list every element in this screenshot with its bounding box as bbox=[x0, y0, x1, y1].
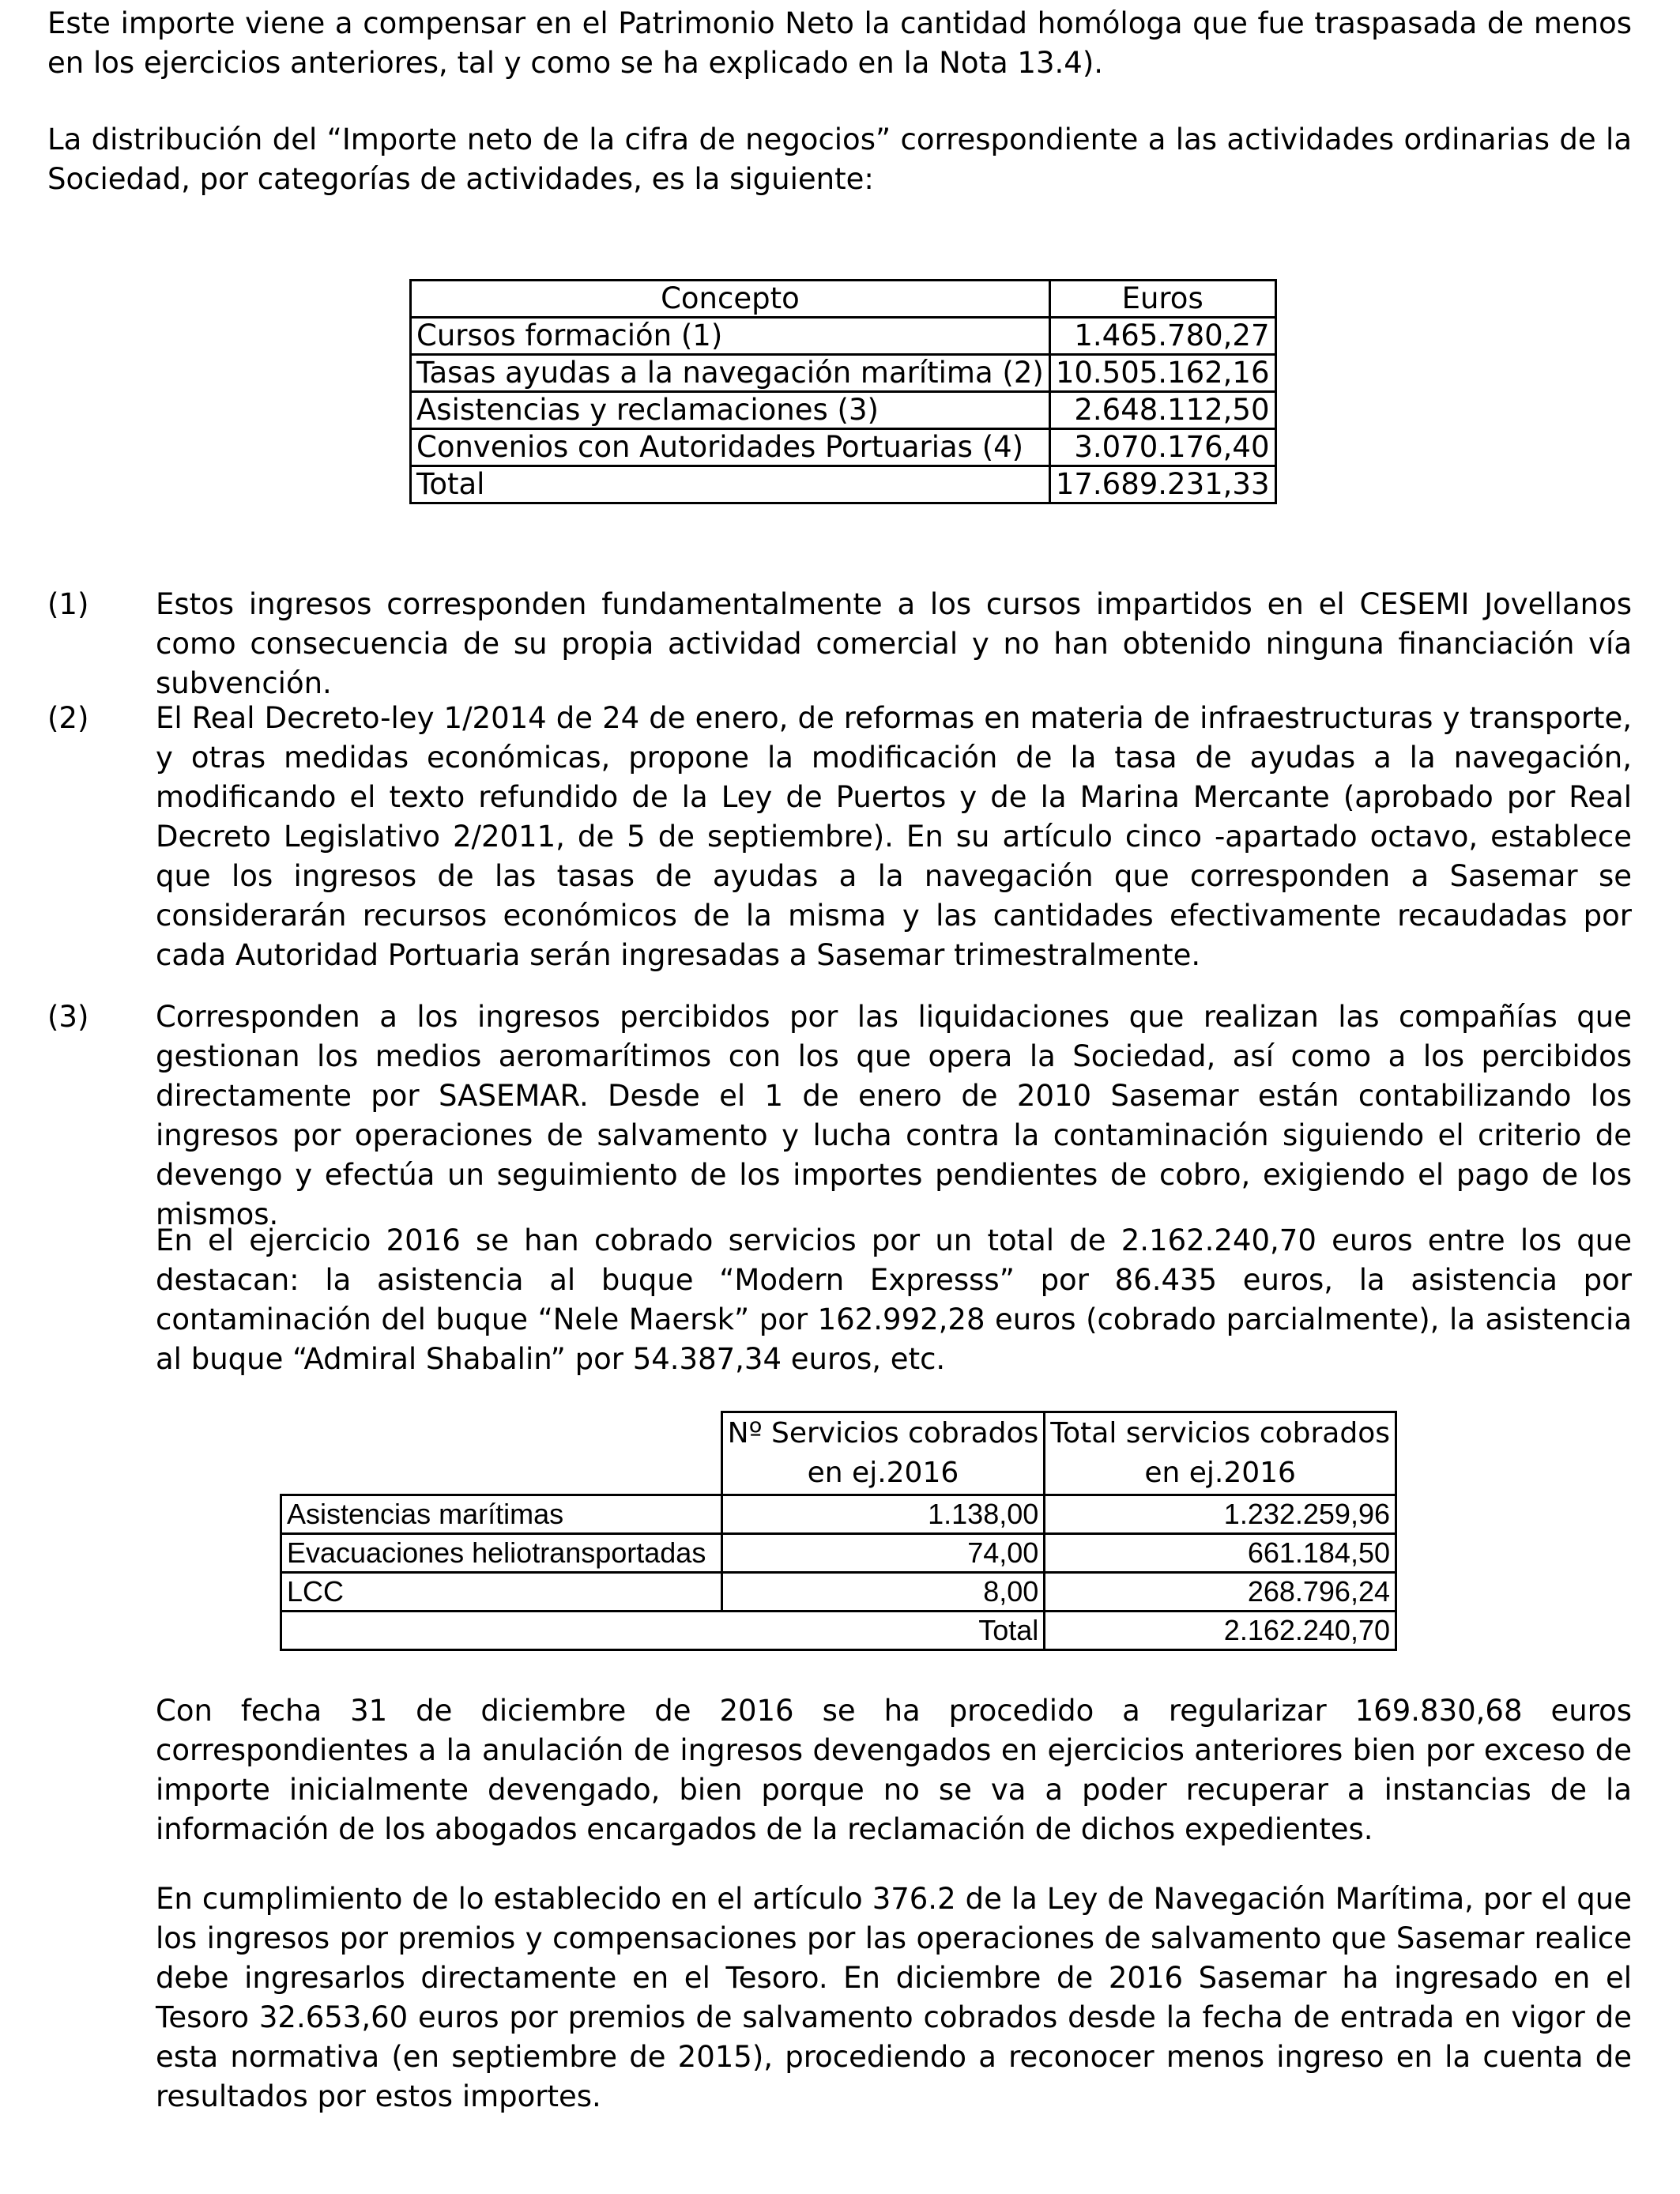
row-euros: 10.505.162,16 bbox=[1049, 355, 1275, 392]
header-total-services bbox=[1045, 1412, 1396, 1495]
row-label: Evacuaciones heliotransportadas bbox=[281, 1534, 722, 1573]
table-row bbox=[411, 355, 1276, 392]
row-concept: Convenios con Autoridades Portuarias (4) bbox=[411, 429, 1050, 466]
header-num-services bbox=[721, 1412, 1045, 1495]
header-num-services-line-1: Nº Servicios cobrados bbox=[727, 1417, 1039, 1449]
row-euros: 1.465.780,27 bbox=[1049, 318, 1275, 355]
note-3-paragraph-2: En el ejercicio 2016 se han cobrado servicios por un total de 2.162.240,70 euros entre los que destacan: la asistencia al buque “Modern Expresss” por 86.435 euros, la asistencia por contaminación del buque “Nele Maersk” por 162.992,28 euros (cobrado parcialmente), la asistencia al buque “Admiral Shabalin” por 54.387,34 euros, etc. bbox=[156, 1223, 1632, 1376]
table-total-row bbox=[411, 466, 1276, 503]
note-text-1: Estos ingresos corresponden fundamentalmente a los cursos impartidos en el CESEMI Jovellanos como consecuencia de su propia actividad comercial y no han obtenido ninguna financiación vía subvención. bbox=[156, 587, 1632, 700]
table-row bbox=[411, 429, 1276, 466]
total-value: 2.162.240,70 bbox=[1045, 1612, 1396, 1650]
row-total-services: 1.232.259,96 bbox=[1045, 1495, 1396, 1534]
row-num-services: 1.138,00 bbox=[721, 1495, 1045, 1534]
header-num-services-line-2: en ej.2016 bbox=[807, 1457, 959, 1489]
row-euros: 2.648.112,50 bbox=[1049, 392, 1275, 429]
note-number-2: (2) bbox=[47, 701, 89, 735]
table-row bbox=[281, 1495, 1396, 1534]
table-total-row bbox=[281, 1612, 1396, 1650]
table-row bbox=[411, 392, 1276, 429]
note-text-3: Corresponden a los ingresos percibidos por las liquidaciones que realizan las compañías que gestionan los medios aeromarítimos con los que opera la Sociedad, así como a los percibidos directamente por SASEMAR. Desde el 1 de enero de 2010 Sasemar están contabilizando los ingresos por operaciones de salvamento y lucha contra la contaminación siguiendo el criterio de devengo y efectúa un seguimiento de los importes pendientes de cobro, exigiendo el pago de los mismos. bbox=[156, 1000, 1632, 1231]
total-label: Total bbox=[281, 1612, 1045, 1650]
row-concept: Tasas ayudas a la navegación marítima (2) bbox=[411, 355, 1050, 392]
row-num-services: 74,00 bbox=[721, 1534, 1045, 1573]
header-concepto: Concepto bbox=[411, 281, 1050, 318]
paragraph-salvage-awards: En cumplimiento de lo establecido en el artículo 376.2 de la Ley de Navegación Marítima, por el que los ingresos por premios y compensaciones por las operaciones de salvamento que Sasemar realice debe ingresarlos directamente en el Tesoro. En diciembre de 2016 Sasemar ha ingresado en el Tesoro 32.653,60 euros por premios de salvamento cobrados desde la fecha de entrada en vigor de esta normativa (en septiembre de 2015), procediendo a reconocer menos ingreso en la cuenta de resultados por estos importes. bbox=[156, 1882, 1632, 2113]
services-collected-table bbox=[280, 1411, 1397, 1651]
header-empty-cell bbox=[281, 1412, 722, 1495]
row-concept: Cursos formación (1) bbox=[411, 318, 1050, 355]
row-label: Asistencias marítimas bbox=[281, 1495, 722, 1534]
table-row bbox=[281, 1534, 1396, 1573]
revenue-distribution-table bbox=[409, 279, 1277, 504]
row-concept: Total bbox=[411, 466, 1050, 503]
row-total-services: 661.184,50 bbox=[1045, 1534, 1396, 1573]
table-header-row bbox=[281, 1412, 1396, 1495]
row-total-services: 268.796,24 bbox=[1045, 1573, 1396, 1612]
note-number-3: (3) bbox=[47, 1000, 89, 1034]
intro-paragraph-1: Este importe viene a compensar en el Patrimonio Neto la cantidad homóloga que fue traspasada de menos en los ejercicios anteriores, tal y como se ha explicado en la Nota 13.4). bbox=[47, 6, 1632, 80]
row-euros: 17.689.231,33 bbox=[1049, 466, 1275, 503]
row-concept: Asistencias y reclamaciones (3) bbox=[411, 392, 1050, 429]
note-text-2: El Real Decreto-ley 1/2014 de 24 de enero, de reformas en materia de infraestructuras y transporte, y otras medidas económicas, propone la modificación de la tasa de ayudas a la navegación, modificando el texto refundido de la Ley de Puertos y de la Marina Mercante (aprobado por Real Decreto Legislativo 2/2011, de 5 de septiembre). En su artículo cinco -apartado octavo, establece que los ingresos de las tasas de ayudas a la navegación que corresponden a Sasemar se considerarán recursos económicos de la misma y las cantidades efectivamente recaudadas por cada Autoridad Portuaria serán ingresadas a Sasemar trimestralmente. bbox=[156, 701, 1632, 972]
row-label: LCC bbox=[281, 1573, 722, 1612]
header-total-services-line-2: en ej.2016 bbox=[1144, 1457, 1296, 1489]
row-euros: 3.070.176,40 bbox=[1049, 429, 1275, 466]
table-header-row bbox=[411, 281, 1276, 318]
header-total-services-line-1: Total servicios cobrados bbox=[1050, 1417, 1390, 1449]
intro-paragraph-2: La distribución del “Importe neto de la cifra de negocios” correspondiente a las actividades ordinarias de la Sociedad, por categorías de actividades, es la siguiente: bbox=[47, 123, 1632, 196]
note-number-1: (1) bbox=[47, 587, 89, 621]
table-row bbox=[281, 1573, 1396, 1612]
paragraph-regularization: Con fecha 31 de diciembre de 2016 se ha procedido a regularizar 169.830,68 euros correspondientes a la anulación de ingresos devengados en ejercicios anteriores bien por exceso de importe inicialmente devengado, bien porque no se va a poder recuperar a instancias de la información de los abogados encargados de la reclamación de dichos expedientes. bbox=[156, 1694, 1632, 1846]
table-row bbox=[411, 318, 1276, 355]
row-num-services: 8,00 bbox=[721, 1573, 1045, 1612]
header-euros: Euros bbox=[1049, 281, 1275, 318]
